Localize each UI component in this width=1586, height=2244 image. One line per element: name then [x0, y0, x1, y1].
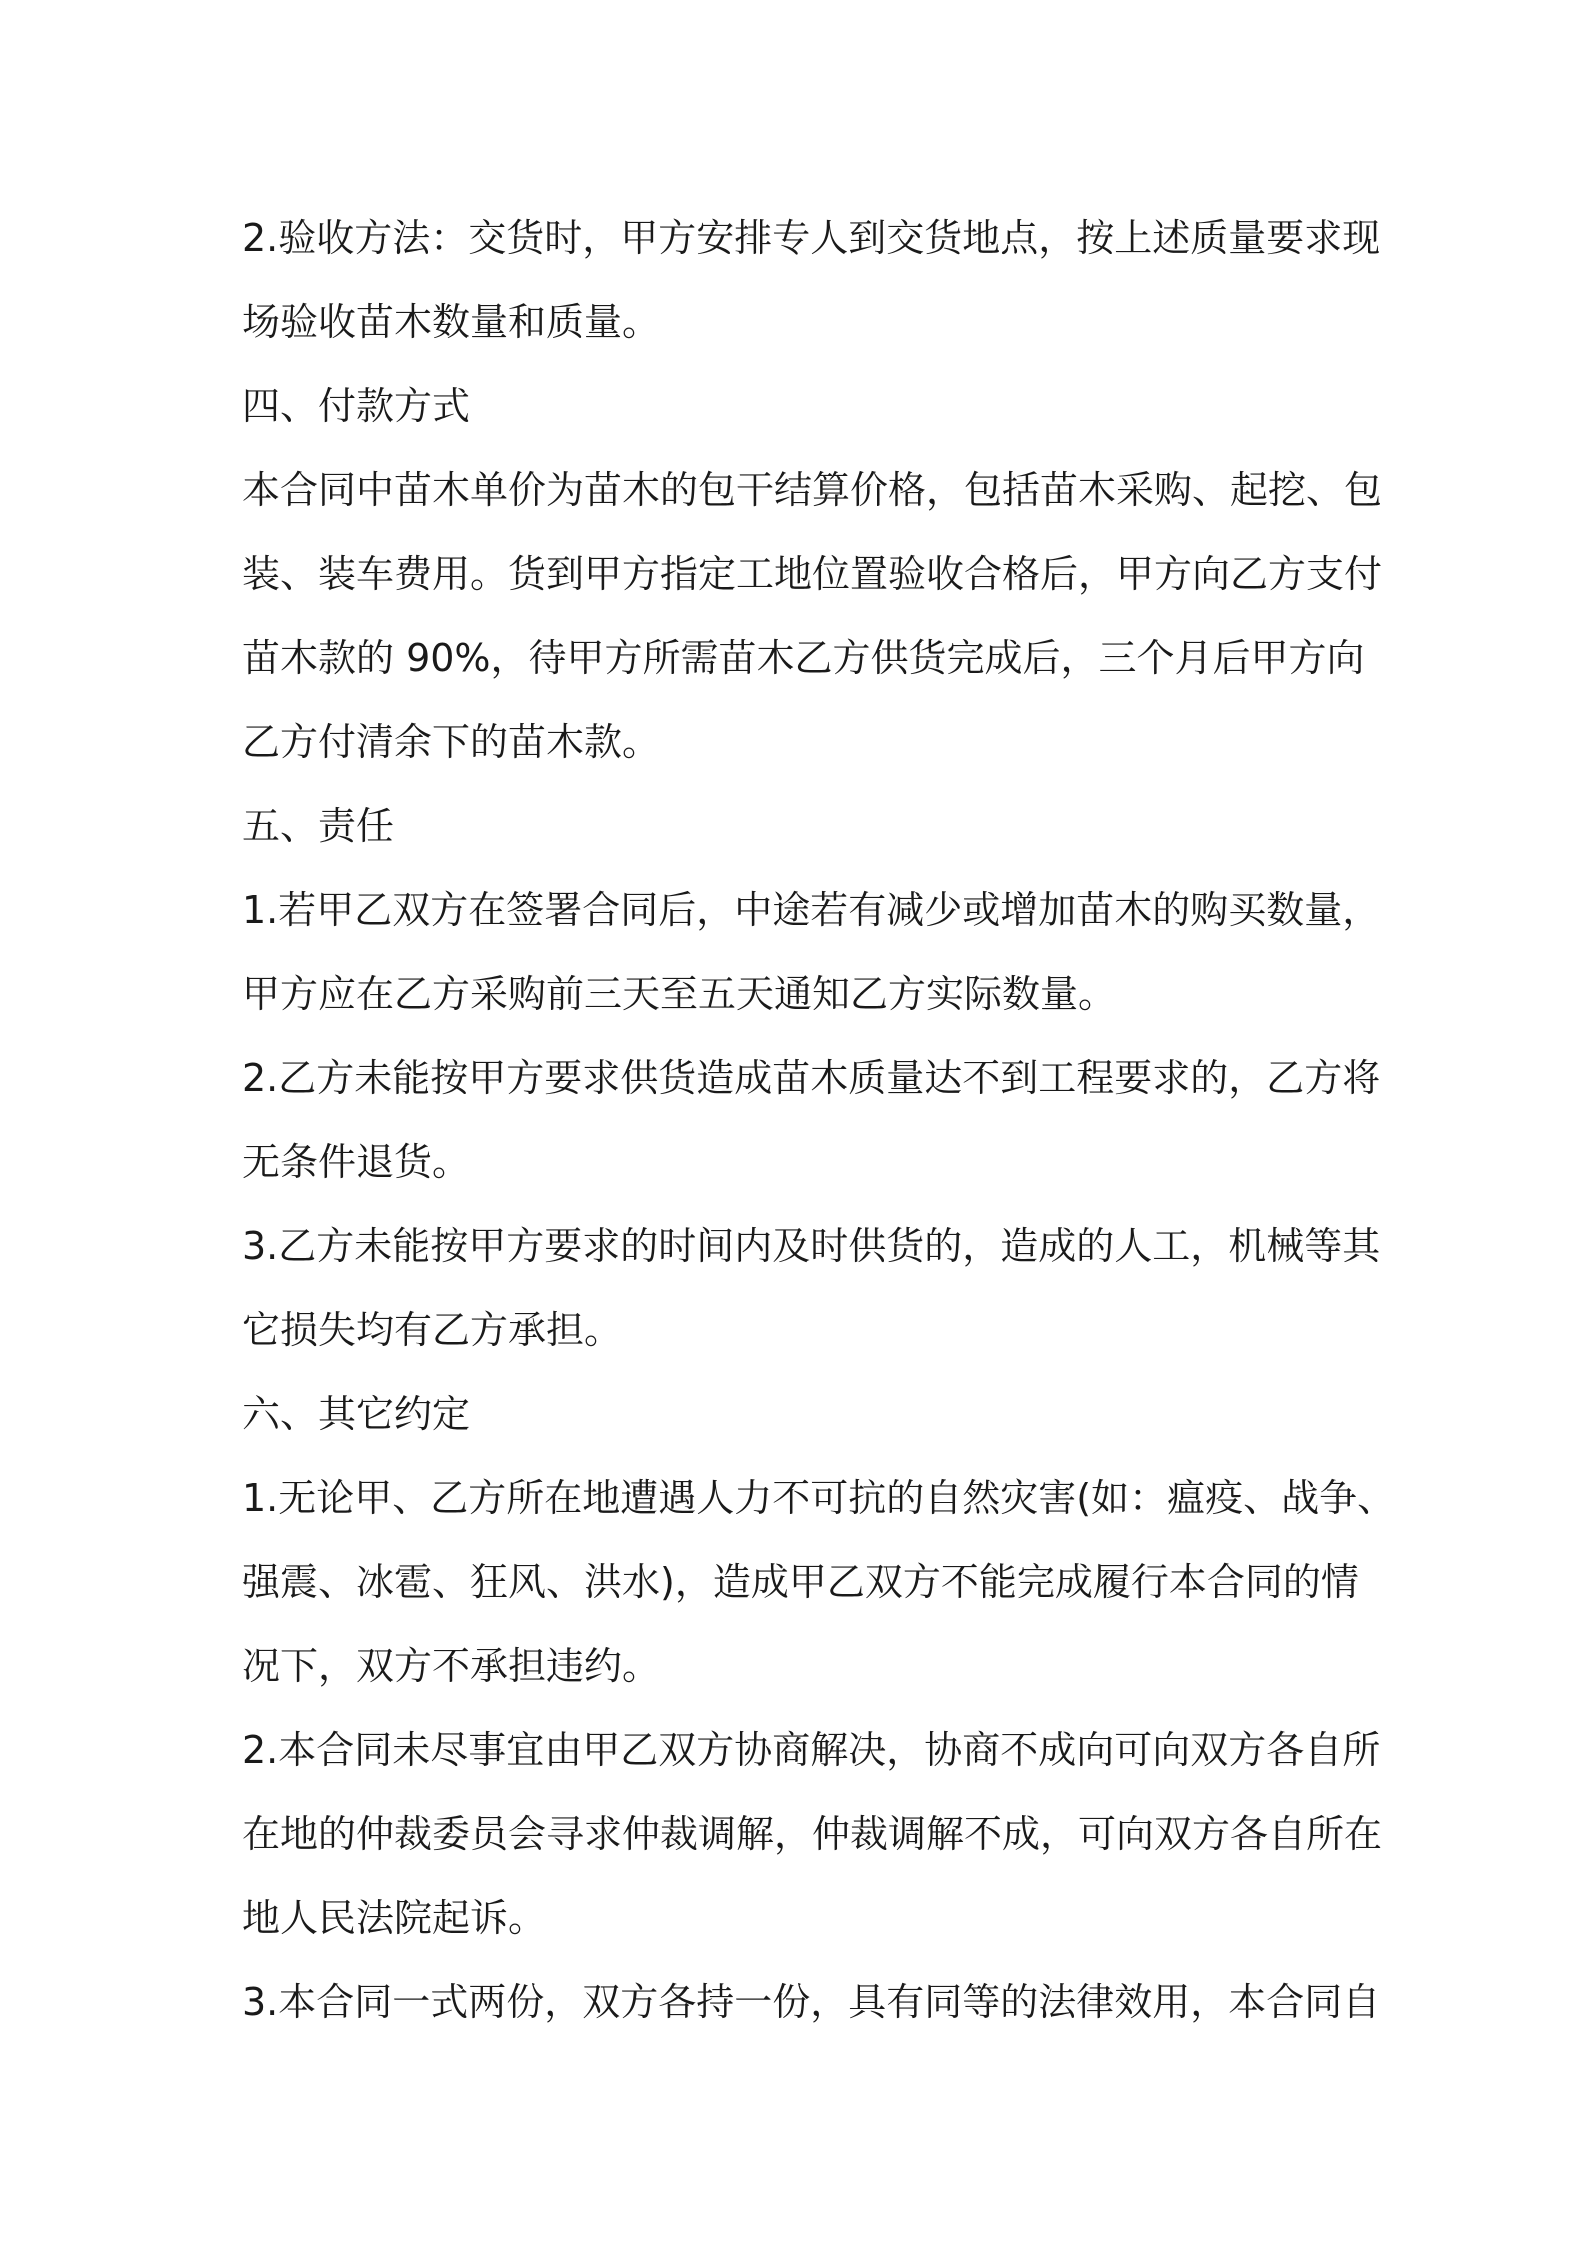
text-line: 甲方应在乙方采购前三天至五天通知乙方实际数量。 [242, 972, 1117, 1016]
section-heading: 四、付款方式 [242, 384, 471, 428]
clause-acceptance-method [242, 196, 1381, 364]
text-line: 2.验收方法：交货时，甲方安排专人到交货地点，按上述质量要求现 [242, 216, 1381, 260]
clause-other-3 [242, 1960, 1381, 2044]
section-heading-responsibility [242, 784, 1352, 868]
clause-other-1 [242, 1456, 1396, 1708]
section-heading: 五、责任 [242, 804, 395, 848]
text-line: 地人民法院起诉。 [242, 1896, 547, 1940]
clause-responsibility-3 [242, 1204, 1381, 1372]
text-line: 苗木款的 90%，待甲方所需苗木乙方供货完成后，三个月后甲方向 [242, 636, 1365, 680]
text-line: 装、装车费用。货到甲方指定工地位置验收合格后，甲方向乙方支付 [242, 552, 1383, 596]
clause-other-2 [242, 1708, 1383, 1960]
text-line: 3.本合同一式两份，双方各持一份，具有同等的法律效用，本合同自 [242, 1980, 1381, 2024]
text-line: 强震、冰雹、狂风、洪水)，造成甲乙双方不能完成履行本合同的情 [242, 1560, 1359, 1604]
clause-responsibility-1 [242, 868, 1381, 1036]
text-line: 无条件退货。 [242, 1140, 471, 1184]
text-line: 场验收苗木数量和质量。 [242, 300, 661, 344]
text-line: 在地的仲裁委员会寻求仲裁调解，仲裁调解不成，可向双方各自所在 [242, 1812, 1383, 1856]
clause-payment [242, 448, 1383, 784]
text-line: 2.乙方未能按甲方要求供货造成苗木质量达不到工程要求的，乙方将 [242, 1056, 1381, 1100]
text-line: 本合同中苗木单价为苗木的包干结算价格，包括苗木采购、起挖、包 [242, 468, 1383, 512]
text-line: 1.无论甲、乙方所在地遭遇人力不可抗的自然灾害(如：瘟疫、战争、 [242, 1476, 1396, 1520]
section-heading: 六、其它约定 [242, 1392, 471, 1436]
text-line: 2.本合同未尽事宜由甲乙双方协商解决，协商不成向可向双方各自所 [242, 1728, 1381, 1772]
text-line: 3.乙方未能按甲方要求的时间内及时供货的，造成的人工，机械等其 [242, 1224, 1381, 1268]
section-heading-payment [242, 364, 1352, 448]
clause-responsibility-2 [242, 1036, 1381, 1204]
text-line: 况下，双方不承担违约。 [242, 1644, 661, 1688]
text-line: 乙方付清余下的苗木款。 [242, 720, 661, 764]
document-body [242, 196, 1396, 2044]
text-line: 它损失均有乙方承担。 [242, 1308, 623, 1352]
text-line: 1.若甲乙双方在签署合同后，中途若有减少或增加苗木的购买数量， [242, 888, 1381, 932]
section-heading-other [242, 1372, 1352, 1456]
